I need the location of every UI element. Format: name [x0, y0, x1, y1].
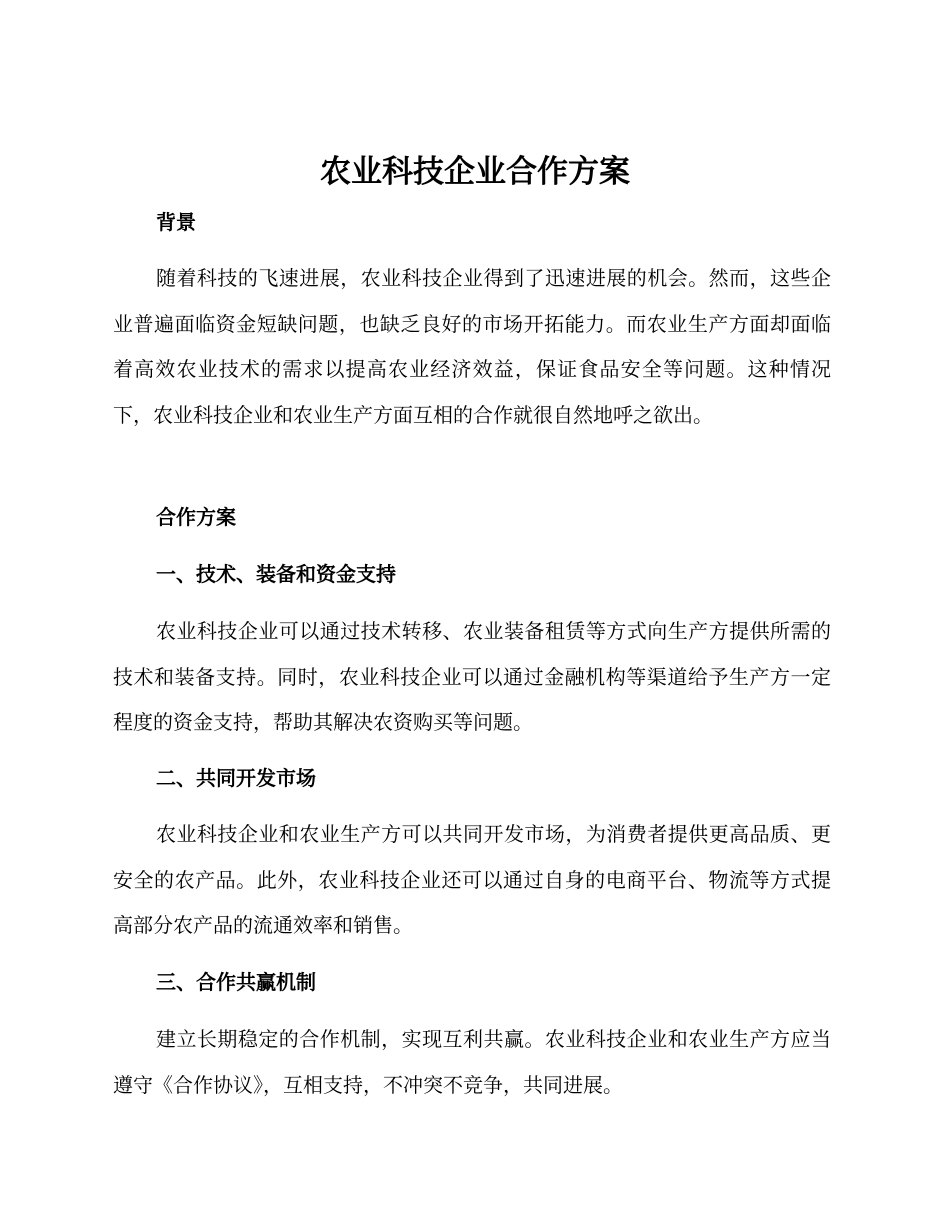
plan-heading: 合作方案	[156, 505, 236, 529]
background-heading: 背景	[156, 210, 196, 234]
section-heading-market: 二、共同开发市场	[156, 766, 316, 790]
section-paragraph-market: 农业科技企业和农业生产方可以共同开发市场，为消费者提供更高品质、更安全的农产品。此外，农业科技企业还可以通过自身的电商平台、物流等方式提高部分农产品的流通效率和销售。	[113, 822, 831, 937]
background-paragraph: 随着科技的飞速进展，农业科技企业得到了迅速进展的机会。然而，这些企业普遍面临资金短缺问题，也缺乏良好的市场开拓能力。而农业生产方面却面临着高效农业技术的需求以提高农业经济效益，保证食品安全等问题。这种情况下，农业科技企业和农业生产方面互相的合作就很自然地呼之欲出。	[113, 266, 831, 427]
section-heading-win-win: 三、合作共赢机制	[156, 970, 316, 994]
section-paragraph-tech-support: 农业科技企业可以通过技术转移、农业装备租赁等方式向生产方提供所需的技术和装备支持。同时，农业科技企业可以通过金融机构等渠道给予生产方一定程度的资金支持，帮助其解决农资购买等问题。	[113, 619, 831, 734]
section-paragraph-win-win: 建立长期稳定的合作机制，实现互利共赢。农业科技企业和农业生产方应当遵守《合作协议》，互相支持，不冲突不竞争，共同进展。	[113, 1027, 831, 1097]
section-heading-tech-support: 一、技术、装备和资金支持	[156, 562, 396, 586]
document-title: 农业科技企业合作方案	[320, 154, 630, 190]
